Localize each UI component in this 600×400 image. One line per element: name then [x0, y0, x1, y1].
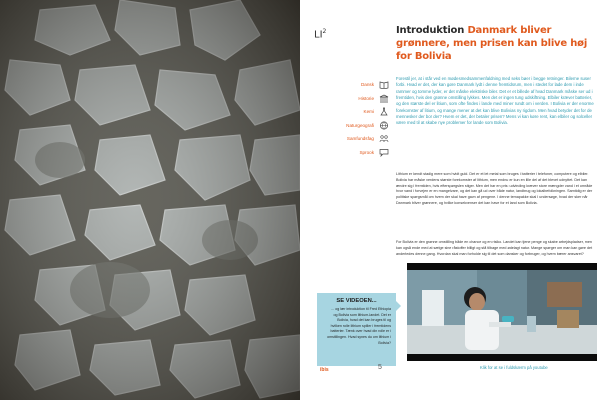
video-player[interactable]: [407, 263, 597, 361]
globe-icon: [378, 120, 390, 130]
intro-paragraph: Forestil jer, at i står ved en mødesmedsammenfaldning med seks bøer i begge retninger. Bilerne suser forbi. Hvad er det, der kan gøre Danmark lydt i denne fremtidsrum, men i stedet for lade dem i inde rammer og tomme lyder, er det måske elektriske biler. Det er et billede af hvad Danmark måske ser ud i fremtiden, hvis den grønne omstilling lykkes. Men det er ingen tung udskiftning. Elbiler kræver batterier, og den største del er litium, som ofte findes i lande med miner rundt om i verden. I Bolivia er der enorme forekomster af litium, og mange mener at det kan blive Bolivias ny rigdom. Men hvad betyder det for de mennesker der bor der? Hvem er det, der betaler prisen? Mens vi kan køre rent, kan elbiler og solceller være med til at skabe nye problemer for lande som Bolivia.: [396, 76, 594, 126]
video-thumbnail: [407, 270, 597, 354]
body-paragraph-2: For Bolivia er den grønne omstilling både en chance og en risiko. Landet kan tjene penge og skabe arbejdspladser, men kan også ende med at sælge sine råstoffer billigt og stå tilbage med ødelagt natur. Mange spørger om man kan gøre det anderledes denne gang. Hvordan skal man forholde sig til det som dansker og forbruger, og hvem bærer ansvaret?: [396, 240, 593, 256]
subject-list: [308, 78, 390, 159]
speech-icon: [378, 147, 390, 157]
ibis-logo: ibis: [320, 367, 329, 373]
subject-item: [308, 78, 390, 91]
subject-label: Sprook: [359, 149, 374, 155]
flask-icon: [378, 107, 390, 117]
body-paragraph-1: Lithium er kendt stadig mere som hvidt guld. Det er et let metal som bruges i batterier i telefoner, computere og elbiler. Bolivia har måske verdens største forekomster af lithium, men endnu er kun en lille del af det blevet udnyttet. Det kan ændre sig i fremtiden, hvis efterspørgslen stiger. Men det har en pris: udvinding kræver store mængder vand i et område hvor vand i forvejen er en mangelvare, og det kan gå ud over både natur, landbrug og lokalbefolkningen. Samtidig er der politiske spørgsmål om hvem der skal have gavn af pengene. I denne temapakke skal I undersøge, hvad der sker når Danmark bliver grønnere, og hvilke konsekvenser det kan have for et land som Bolivia.: [396, 172, 593, 205]
video-callout-text: ... og lær introduktion til Fred Ethiopia og Bolivia som lithium-landet. Det er Bolivia, hvad det kan bruges til og hvilken rolle lithium spiller i fremtidens batterier. Tænk over hvad din rolle er i omstillingen. Hvad synes du om lithium i Bolivia?: [327, 307, 391, 345]
columns-icon: [378, 93, 390, 103]
video-callout: [317, 293, 396, 366]
subject-item: [308, 132, 390, 145]
video-fullscreen-link[interactable]: Klik for at se i fuldskærm på youtube: [480, 365, 548, 370]
subject-label: Kemi: [363, 109, 374, 114]
people-icon: [378, 134, 390, 144]
subject-label: Historie: [358, 95, 374, 101]
subject-label: Samfundsfag: [346, 136, 374, 141]
subject-item: [308, 146, 390, 159]
title-main: Danmark bliver grønnere, men prisen kan blive høj for Bolivia: [396, 25, 588, 62]
page-title: [396, 24, 596, 63]
page-number: 5: [378, 364, 382, 371]
book-icon: [378, 80, 390, 90]
subject-item: [308, 119, 390, 132]
title-prefix: Introduktion: [396, 25, 468, 36]
subject-item: [308, 92, 390, 105]
logo-sup: 2: [322, 28, 327, 35]
logo-text: LI: [314, 29, 323, 41]
video-callout-heading: SE VIDEOEN...: [336, 298, 377, 304]
subject-item: [308, 105, 390, 118]
subject-label: Naturgeografi: [346, 122, 374, 128]
subject-label: Dansk: [360, 82, 374, 87]
content-page: [300, 0, 600, 400]
li2-logo: [314, 28, 326, 40]
